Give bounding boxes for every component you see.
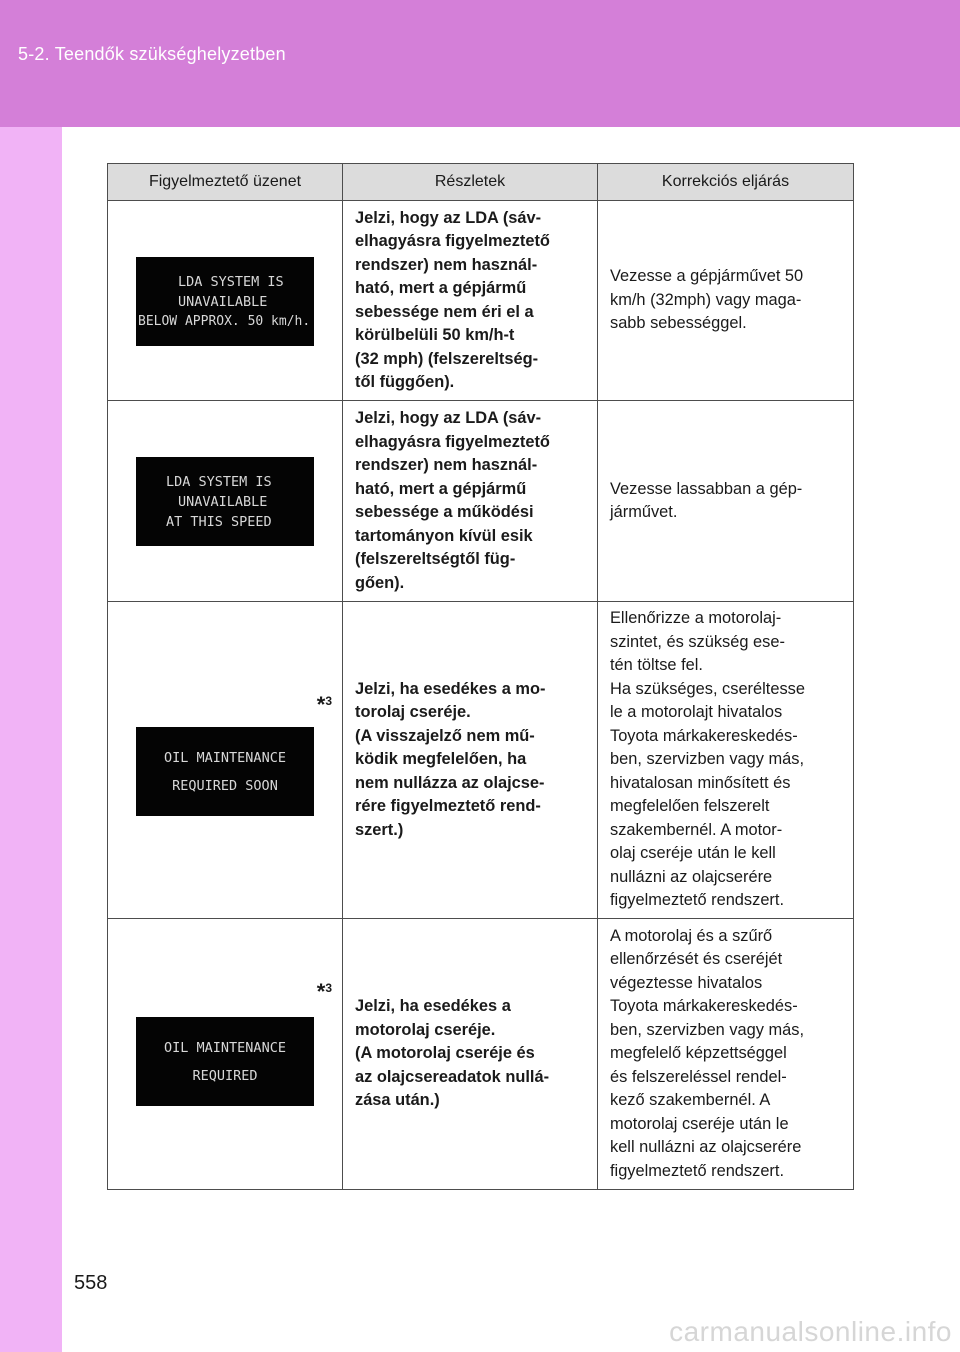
lcd-display-image — [136, 457, 314, 546]
text-line: Jelzi, ha esedékes a — [355, 997, 511, 1016]
section-title: 5-2. Teendők szükséghelyzetben — [18, 44, 286, 64]
lcd-display-image — [136, 1017, 314, 1106]
text-line: kell nullázni az olajcserére — [610, 1138, 802, 1157]
action-text — [610, 607, 841, 913]
details-text — [355, 995, 585, 1113]
action-text — [610, 265, 841, 336]
text-line: ben, szervizben vagy más, — [610, 750, 805, 769]
text-line: járművet. — [610, 503, 678, 521]
text-line: (felszereltségtől füg- — [355, 550, 516, 568]
text-line: km/h (32mph) vagy maga- — [610, 290, 802, 309]
side-color-strip — [0, 0, 62, 1352]
text-line: elhagyásra figyelmeztető — [355, 232, 550, 250]
text-line: szert.) — [355, 820, 404, 839]
text-line: Jelzi, hogy az LDA (sáv- — [355, 208, 542, 227]
text-line: ködik megfelelően, ha — [355, 750, 527, 769]
message-display-cell — [108, 602, 343, 919]
text-line: megfelelően felszerelt — [610, 797, 770, 816]
text-line: (A visszajelző nem mű- — [355, 726, 535, 745]
details-cell — [343, 201, 598, 401]
message-display-cell — [108, 401, 343, 602]
text-line: tén töltse fel. — [610, 656, 703, 675]
footnote-marker: *3 — [316, 979, 332, 1004]
details-cell — [343, 602, 598, 919]
text-line: (32 mph) (felszereltség- — [355, 349, 539, 368]
text-line: Vezesse a gépjárművet 50 — [610, 267, 804, 286]
table-row — [108, 602, 854, 919]
table-row — [108, 401, 854, 602]
warning-message-table — [107, 163, 854, 1190]
column-header-details: Részletek — [343, 164, 598, 201]
action-cell — [598, 602, 854, 919]
column-header-action: Korrekciós eljárás — [598, 164, 854, 201]
text-line: ellenőrzését és cseréjét — [610, 950, 783, 969]
text-line: nem nullázza az olajcse- — [355, 773, 545, 792]
footnote-marker: *3 — [316, 692, 332, 717]
lcd-line: UNAVAILABLE — [178, 293, 268, 310]
text-line: nullázni az olajcserére — [610, 867, 773, 886]
action-cell — [598, 401, 854, 602]
lcd-line: REQUIRED SOON — [172, 777, 278, 794]
text-line: kező szakembernél. A — [610, 1091, 771, 1110]
text-line: ható, mert a gépjármű — [355, 479, 527, 498]
text-line: torolaj cseréje. — [355, 703, 471, 722]
table-row — [108, 201, 854, 401]
text-line: rendszer) nem használ- — [355, 255, 538, 274]
lcd-display-image — [136, 727, 314, 816]
lcd-line: UNAVAILABLE — [178, 493, 268, 510]
text-line: ben, szervizben vagy más, — [610, 1020, 805, 1039]
text-line: hivatalosan minősített és — [610, 773, 791, 792]
details-text — [355, 678, 585, 843]
text-line: megfelelő képzettséggel — [610, 1044, 787, 1063]
lcd-line: AT THIS SPEED — [166, 513, 272, 530]
text-line: szintet, és szükség ese- — [610, 632, 785, 651]
lcd-line: LDA SYSTEM IS — [166, 473, 272, 490]
text-line: A motorolaj és a szűrő — [610, 926, 773, 945]
message-display-cell — [108, 201, 343, 401]
text-line: Ha szükséges, cseréltesse — [610, 679, 805, 698]
text-line: olaj cseréje után le kell — [610, 844, 776, 863]
action-cell — [598, 919, 854, 1190]
text-line: szakembernél. A motor- — [610, 820, 783, 839]
watermark-text: carmanualsonline.info — [669, 1316, 952, 1347]
text-line: Vezesse lassabban a gép- — [610, 479, 803, 498]
action-text — [610, 478, 841, 525]
text-line: től függően). — [355, 373, 455, 391]
text-line: gően). — [355, 573, 405, 592]
lcd-line: REQUIRED — [192, 1067, 258, 1084]
text-line: sebessége nem éri el a — [355, 302, 534, 321]
page-number: 558 — [74, 1272, 108, 1294]
column-header-message: Figyelmeztető üzenet — [108, 164, 343, 201]
message-display-cell — [108, 919, 343, 1190]
text-line: elhagyásra figyelmeztető — [355, 432, 550, 451]
text-line: Ellenőrizze a motorolaj- — [610, 609, 782, 628]
action-text — [610, 925, 841, 1184]
text-line: Jelzi, ha esedékes a mo- — [355, 679, 546, 698]
text-line: motorolaj cseréje után le — [610, 1114, 789, 1133]
text-line: ható, mert a gépjármű — [355, 279, 527, 297]
lcd-line: OIL MAINTENANCE — [164, 749, 286, 766]
text-line: Toyota márkakereskedés- — [610, 726, 798, 745]
details-text — [355, 207, 585, 395]
lcd-display-image — [136, 257, 314, 346]
text-line: Jelzi, hogy az LDA (sáv- — [355, 409, 542, 427]
lcd-line: BELOW APPROX. 50 km/h. — [138, 313, 311, 329]
details-text — [355, 407, 585, 595]
text-line: sabb sebességgel. — [610, 314, 747, 333]
text-line: zása után.) — [355, 1091, 440, 1110]
text-line: körülbelüli 50 km/h-t — [355, 326, 515, 344]
text-line: figyelmeztető rendszert. — [610, 891, 784, 910]
section-header-band — [0, 0, 960, 127]
text-line: rére figyelmeztető rend- — [355, 797, 541, 816]
lcd-line: OIL MAINTENANCE — [164, 1039, 286, 1056]
text-line: Toyota márkakereskedés- — [610, 997, 798, 1016]
text-line: sebessége a működési — [355, 503, 534, 521]
text-line: tartományon kívül esik — [355, 526, 533, 545]
text-line: (A motorolaj cseréje és — [355, 1044, 535, 1063]
text-line: rendszer) nem használ- — [355, 456, 538, 474]
lcd-line: LDA SYSTEM IS — [178, 273, 284, 290]
text-line: motorolaj cseréje. — [355, 1020, 496, 1039]
text-line: figyelmeztető rendszert. — [610, 1161, 784, 1180]
table-row — [108, 919, 854, 1190]
text-line: az olajcsereadatok nullá- — [355, 1067, 550, 1086]
text-line: és felszereléssel rendel- — [610, 1067, 787, 1086]
text-line: végeztesse hivatalos — [610, 973, 763, 992]
text-line: le a motorolajt hivatalos — [610, 703, 783, 722]
details-cell — [343, 919, 598, 1190]
action-cell — [598, 201, 854, 401]
table-header-row — [108, 164, 854, 201]
details-cell — [343, 401, 598, 602]
